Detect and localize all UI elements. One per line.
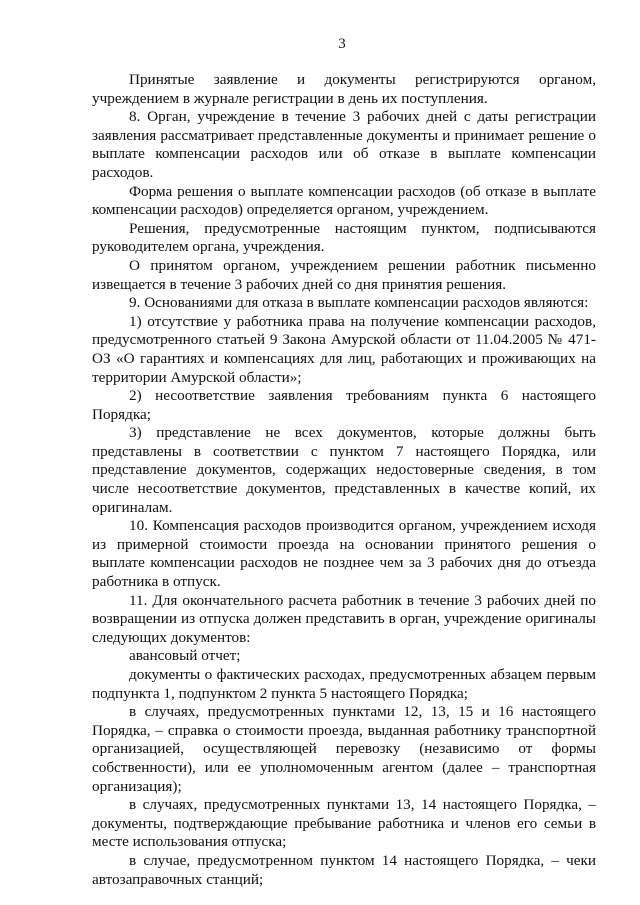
paragraph-advance-report: авансовый отчет; xyxy=(129,647,241,665)
paragraph-decision-form: Форма решения о выплате компенсации расходов (об отказе в выплате компенсации расходов) определяется органом, учреждением. xyxy=(92,182,596,219)
paragraph-decision-signing: Решения, предусмотренные настоящим пунктом, подписываются руководителем органа, учреждения. xyxy=(92,219,596,256)
paragraph-item-9: 9. Основаниями для отказа в выплате компенсации расходов являются: xyxy=(129,294,589,312)
paragraph-item-9-3: 3) представление не всех документов, которые должны быть представлены в соответствии с пунктом 7 настоящего Порядка, или представление документов, содержащих недостоверные сведения, в том числе несоответствие документов, представленных в качестве копий, их оригиналам. xyxy=(92,424,596,516)
paragraph-item-9-2: 2) несоответствие заявления требованиям пункта 6 настоящего Порядка; xyxy=(92,387,596,423)
paragraph-item-10: 10. Компенсация расходов производится органом, учреждением исходя из примерной стоимости проезда на основании принятого решения о выплате компенсации расходов не позднее чем за 3 рабочих дня до отъезда работника в отпуск. xyxy=(92,517,596,591)
paragraph-item-8: 8. Орган, учреждение в течение 3 рабочих дней с даты регистрации заявления рассматривает представленные документы и принимает решение о выплате компенсации расходов или об отказе в выплате компенсации расходов. xyxy=(92,108,596,181)
paragraph-registration: Принятые заявление и документы регистрируются органом, учреждением в журнале регистрации в день их поступления. xyxy=(92,71,596,107)
paragraph-stay-documents: в случаях, предусмотренных пунктами 13, 14 настоящего Порядка, – документы, подтверждающие пребывание работника и членов его семьи в месте использования отпуска; xyxy=(92,796,596,851)
paragraph-cost-certificate: в случаях, предусмотренных пунктами 12, 13, 15 и 16 настоящего Порядка, – справка о стоимости проезда, выданная работнику транспортной организацией, осуществляющей перевозку (независимо от формы собственности), или ее уполномоченным агентом (далее – транспортная организация); xyxy=(92,703,596,795)
paragraph-item-9-1: 1) отсутствие у работника права на получение компенсации расходов, предусмотренного статьей 9 Закона Амурской области от 11.04.2005 № 471-ОЗ «О гарантиях и компенсациях для лиц, работающих и проживающих на территории Амурской области»; xyxy=(92,312,596,386)
paragraph-fuel-receipts: в случае, предусмотренном пунктом 14 настоящего Порядка, – чеки автозаправочных станций; xyxy=(92,851,596,888)
paragraph-expense-documents: документы о фактических расходах, предусмотренных абзацем первым подпункта 1, подпунктом 2 пункта 5 настоящего Порядка; xyxy=(92,666,596,702)
page-number: 3 xyxy=(338,36,346,52)
paragraph-notification: О принятом органом, учреждением решении работник письменно извещается в течение 3 рабочих дней со дня принятия решения. xyxy=(92,256,596,293)
paragraph-item-11: 11. Для окончательного расчета работник в течение 3 рабочих дней по возвращении из отпуска должен представить в орган, учреждение оригиналы следующих документов: xyxy=(92,591,596,646)
